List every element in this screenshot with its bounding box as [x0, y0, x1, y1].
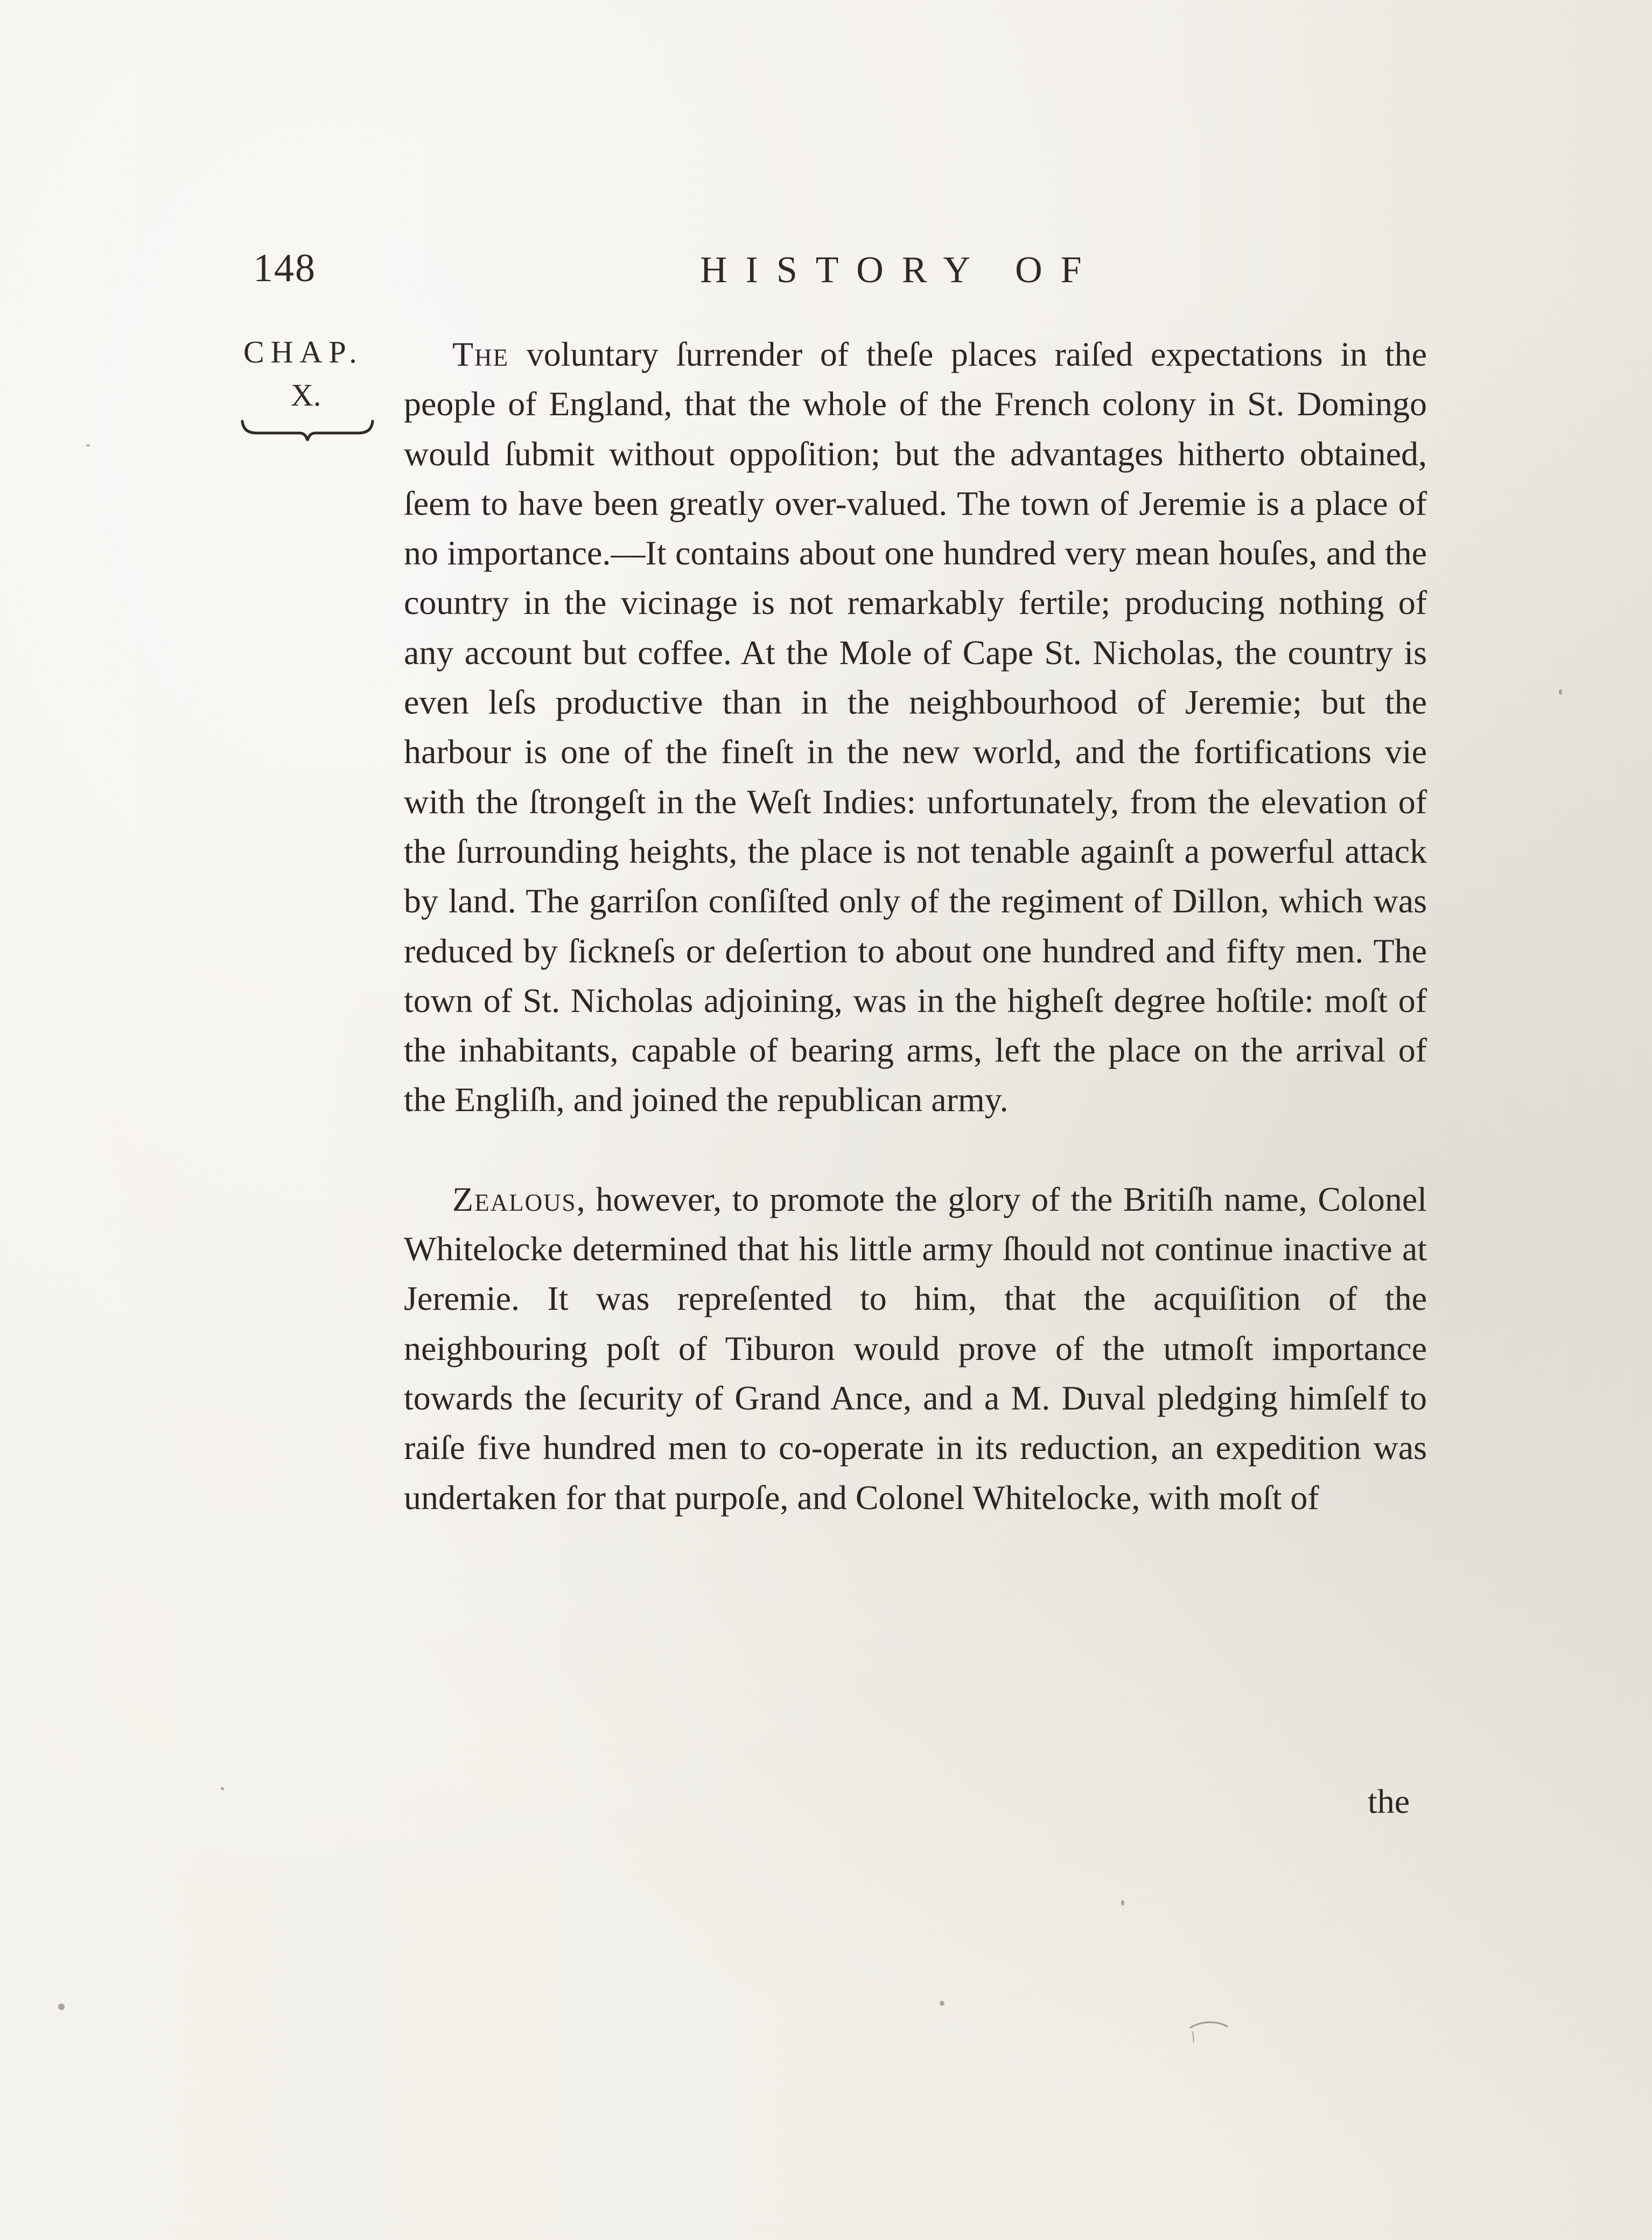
paragraph-1-lead: The	[452, 335, 509, 373]
catchword: the	[1368, 1782, 1410, 1820]
paper-speck	[86, 444, 90, 446]
paper-speck	[221, 1787, 224, 1790]
paragraph-2-text: , however, to promote the glory of the Britiſh name, Colonel Whitelocke determined that his little army ſhould not continue inactive at Jeremie. It was repreſented to him, that the acquiſition of the neighbouring poſt of Tiburon would prove of the utmoſt importance towards the ſecurity of Grand Ance, and a M. Duval pledging himſelf to raiſe five hundred men to co-operate in its reduction, an expedition was undertaken for that purpoſe, and Colonel Whitelocke, with moſt of	[404, 1180, 1427, 1517]
paragraph-1-text: voluntary ſurrender of theſe places raiſed expectations in the people of England, that the whole of the French colony in St. Domingo would ſubmit without oppoſition; but the advantages hitherto obtained, ſeem to have been greatly over-valued. The town of Jeremie is a place of no importance.—It contains about one hundred very mean houſes, and the country in the vicinage is not remarkably fertile; producing nothing of any account but coffee. At the Mole of Cape St. Nicholas, the country is even leſs productive than in the neighbourhood of Jeremie; but the harbour is one of the fineſt in the new world, and the fortifications vie with the ſtrongeſt in the Weſt Indies: unfortunately, from the elevation of the ſurrounding heights, the place is not tenable againſt a powerful attack by land. The garriſon conſiſted only of the regiment of Dillon, which was reduced by ſickneſs or deſertion to about one hundred and fifty men. The town of St. Nicholas adjoining, was in the higheſt degree hoſtile: moſt of the inhabitants, capable of bearing arms, left the place on the arrival of the Engliſh, and joined the republican army.	[404, 335, 1427, 1119]
paragraph-2-lead: Zealous	[452, 1180, 577, 1218]
paper-speck	[940, 2001, 944, 2006]
paragraph-2	[404, 1175, 1427, 1523]
ink-smudge-mark	[1185, 2012, 1249, 2044]
main-text	[404, 330, 1427, 1523]
chapter-number: X.	[291, 378, 321, 413]
paper-speck	[58, 2004, 65, 2010]
chapter-brace-ornament	[240, 419, 375, 443]
paragraph-1	[404, 330, 1427, 1125]
page-number: 148	[253, 246, 316, 290]
paper-speck	[1121, 1900, 1124, 1906]
chapter-label: CHAP.	[243, 334, 363, 369]
running-head: HISTORY OF	[700, 249, 1100, 291]
paper-speck	[1559, 689, 1562, 695]
